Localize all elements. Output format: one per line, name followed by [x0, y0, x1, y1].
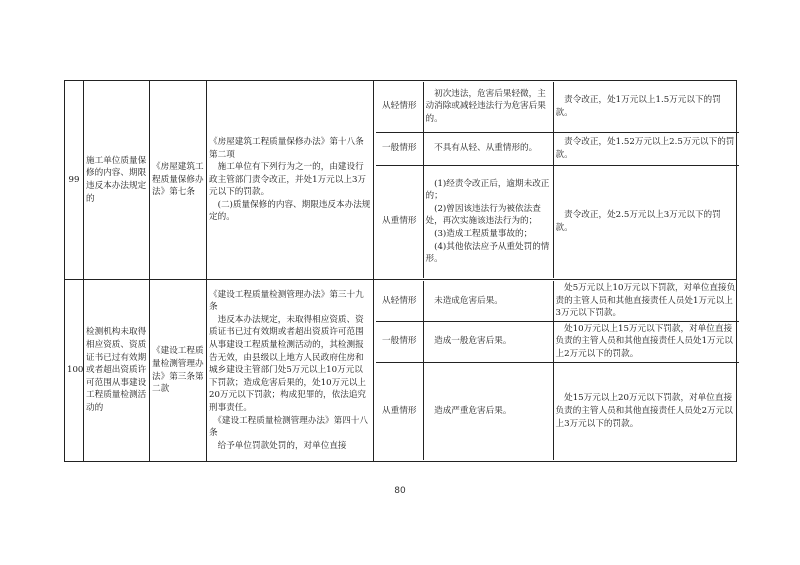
penalty-amount: 责令改正，处1.52万元以上2.5万元以下的罚款。 [553, 132, 739, 165]
circumstance-condition: 不具有从轻、从重情形的。 [423, 132, 553, 165]
circumstance-level: 从轻情形 [376, 82, 423, 132]
circumstance-condition: (1)经责令改正后，逾期未改正的； (2)曾因该违法行为被依法查处，再次实施该违法行为的； (3)造成工程质量事故的； (4)其他依法应予从重处罚的情形。 [423, 165, 553, 278]
list-item [376, 165, 739, 278]
penalty-amount: 责令改正，处2.5万元以上3万元以下的罚款。 [553, 165, 739, 278]
circumstance-condition: 造成严重危害后果。 [423, 362, 553, 460]
row-number: 100 [65, 280, 84, 462]
circumstance-level: 从轻情形 [376, 281, 423, 321]
circumstance-condition: 初次违法，危害后果轻微，主动消除或减轻违法行为危害后果的。 [423, 82, 553, 132]
penalty-discretion-cell [374, 81, 737, 280]
violation-basis: 《建设工程质量检测管理办法》第三条第二款 [150, 280, 207, 462]
list-item [376, 132, 739, 165]
circumstance-level: 一般情形 [376, 321, 423, 362]
violation-basis: 《房屋建筑工程质量保修办法》第七条 [150, 81, 207, 280]
table-row-99 [65, 81, 737, 280]
penalty-amount: 处5万元以上10万元以下罚款，对单位直接负责的主管人员和其他直接责任人员处1万元以上3万元以下罚款。 [553, 281, 739, 321]
circumstance-level: 一般情形 [376, 132, 423, 165]
list-item [376, 321, 739, 362]
penalty-amount: 处10万元以上15万元以下罚款，对单位直接负责的主管人员和其他直接责任人员处1万元以上2万元以下的罚款。 [553, 321, 739, 362]
circumstance-condition: 造成一般危害后果。 [423, 321, 553, 362]
row-number: 99 [65, 81, 84, 280]
violation-subject: 检测机构未取得相应资质、资质证书已过有效期或者超出资质许可范围从事建设工程质量检测活动的 [84, 280, 150, 462]
penalty-legal-basis: 《房屋建筑工程质量保修办法》第十八条第二项 施工单位有下列行为之一的，由建设行政主管部门责令改正，并处1万元以上3万元以下的罚款。 (二)质量保修的内容、期限违反本办法规定的。 [207, 81, 374, 280]
violation-subject: 施工单位质量保修的内容、期限违反本办法规定的 [84, 81, 150, 280]
list-item [376, 82, 739, 132]
table-row-100 [65, 280, 737, 462]
circumstance-condition: 未造成危害后果。 [423, 281, 553, 321]
penalty-amount: 责令改正，处1万元以上1.5万元以下的罚款。 [553, 82, 739, 132]
list-item [376, 362, 739, 460]
discretion-subtable [376, 281, 739, 460]
discretion-subtable [376, 82, 739, 278]
penalty-legal-basis: 《建设工程质量检测管理办法》第三十九条 违反本办法规定，未取得相应资质、资质证书已过有效期或者超出资质许可范围从事建设工程质量检测活动的，其检测报告无效，由县级以上地方人民政府住房和城乡建设主管部门处5万元以上10万元以下罚款；造成危害后果的，处10万元以上20万元以下罚款；构成犯罪的，依法追究刑事责任。 《建设工程质量检测管理办法》第四十八条 给予单位罚款处罚的，对单位直接 [207, 280, 374, 462]
circumstance-level: 从重情形 [376, 165, 423, 278]
penalty-discretion-cell [374, 280, 737, 462]
page-number: 80 [394, 486, 406, 496]
circumstance-level: 从重情形 [376, 362, 423, 460]
penalty-standards-table [64, 80, 737, 462]
penalty-amount: 处15万元以上20万元以下罚款，对单位直接负责的主管人员和其他直接责任人员处2万元以上3万元以下的罚款。 [553, 362, 739, 460]
list-item [376, 281, 739, 321]
